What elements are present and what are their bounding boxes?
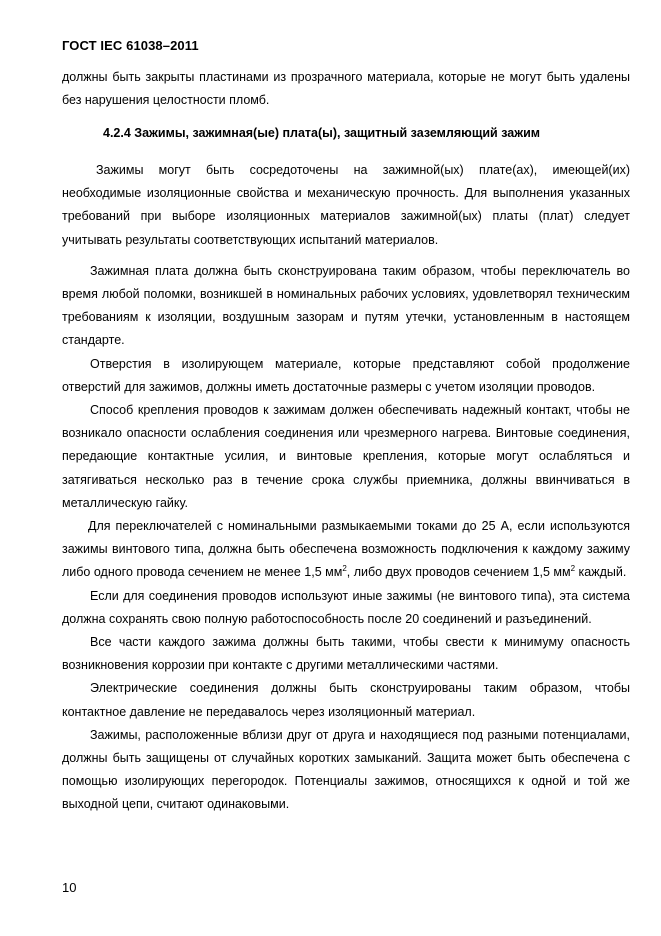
paragraph-short-circuits: Зажимы, расположенные вблизи друг от друга и находящиеся под разными потенциалами, должны быть защищены от случайных коротких замыканий. Защита может быть обеспечена с помощью изолирующих перегородок. Потенциалы зажимов, относящихся к одной и той же выходной цепи, считают одинаковыми.: [62, 727, 630, 812]
rated-current-text-3: каждый.: [575, 565, 627, 580]
intro-paragraph: должны быть закрыты пластинами из прозрачного материала, которые не могут быть удалены без нарушения целостности пломб.: [62, 70, 630, 108]
document-header: ГОСТ IEC 61038–2011: [62, 38, 199, 53]
page-number: 10: [62, 880, 77, 895]
paragraph-contact-pressure: Электрические соединения должны быть сконструированы таким образом, чтобы контактное давление не передавалось через изоляционный материал.: [62, 681, 630, 719]
section-heading: 4.2.4 Зажимы, зажимная(ые) плата(ы), защитный заземляющий зажим: [103, 126, 541, 140]
paragraph-rated-current: [62, 515, 630, 585]
paragraph-other-terminals: Если для соединения проводов используют иные зажимы (не винтового типа), эта система должна сохранять свою полную работоспособность после 20 соединений и разъединений.: [62, 588, 630, 626]
paragraph-openings: Отверстия в изолирующем материале, которые представляют собой продолжение отверстий для зажимов, должны иметь достаточные размеры с учетом изоляции проводов.: [62, 356, 630, 394]
rated-current-text-1: Для переключателей с номинальными размыкаемыми токами до 25 А, если используются зажимы винтового типа, должна быть обеспечена возможность подключения к каждому зажиму либо одного провода сечением не менее 1,5 мм: [62, 519, 630, 580]
rated-current-text-2: , либо двух проводов сечением 1,5 мм: [346, 565, 571, 580]
main-text-block: [62, 159, 630, 817]
intro-text-block: [62, 66, 630, 112]
paragraph-terminals: Зажимы могут быть сосредоточены на зажимной(ых) плате(ах), имеющей(их) необходимые изоляционные свойства и механическую прочность. Для выполнения указанных требований при выборе изоляционных материалов зажимной(ых) платы (плат) следует учитывать результаты соответствующих испытаний материалов.: [62, 163, 630, 247]
superscript-1: 2: [342, 564, 347, 574]
superscript-2: 2: [570, 564, 576, 574]
paragraph-corrosion: Все части каждого зажима должны быть такими, чтобы свести к минимуму опасность возникновения коррозии при контакте с другими металлическими частями.: [62, 635, 630, 673]
paragraph-wire-fastening: Способ крепления проводов к зажимам должен обеспечивать надежный контакт, чтобы не возникало опасности ослабления соединения или чрезмерного нагрева. Винтовые соединения, передающие контактные усилия, и винтовые крепления, которые могут ослабляться и затягиваться несколько раз в течение срока службы приемника, должны ввинчиваться в металлическую гайку.: [62, 403, 630, 510]
paragraph-terminal-board: Зажимная плата должна быть сконструирована таким образом, чтобы переключатель во время любой поломки, возникшей в номинальных рабочих условиях, удовлетворял техническим требованиям к изоляции, воздушным зазорам и путям утечки, установленным в настоящем стандарте.: [62, 263, 630, 348]
